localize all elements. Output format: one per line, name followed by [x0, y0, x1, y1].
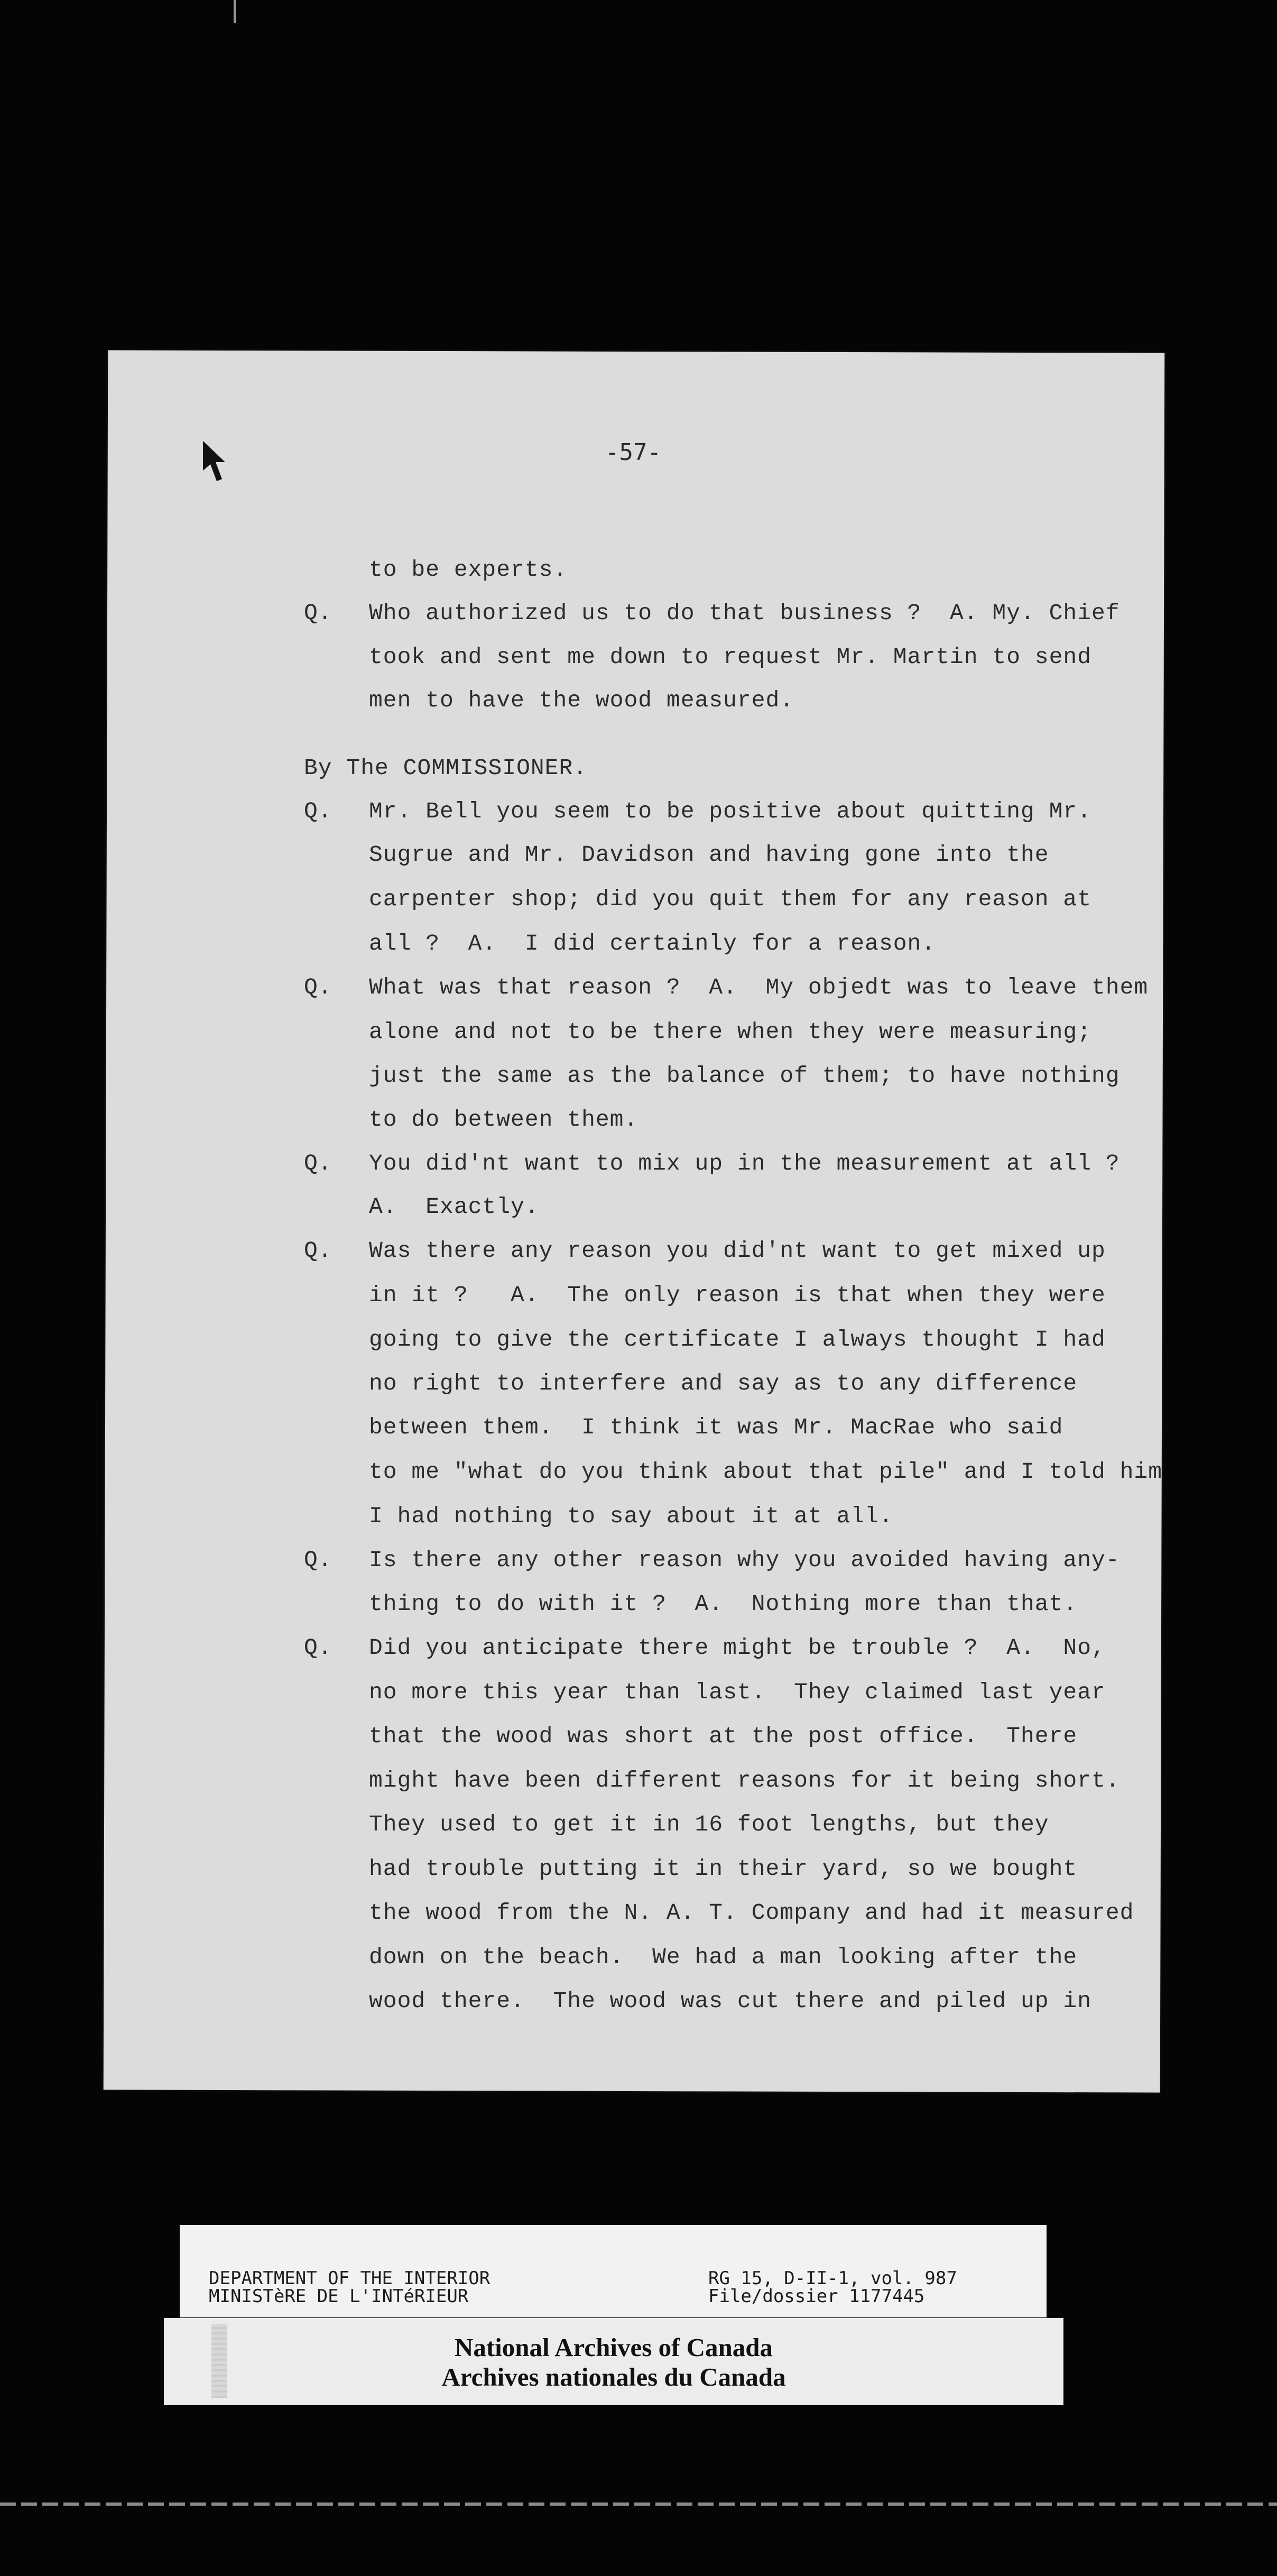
transcript-line: Who authorized us to do that business ? A. My. Chief [369, 600, 1120, 626]
archive-title-fr: Archives nationales du Canada [441, 2362, 786, 2391]
transcript-line: to me "what do you think about that pile" and I told him [369, 1459, 1163, 1485]
archive-title-en: National Archives of Canada [454, 2333, 773, 2362]
transcript-line: might have been different reasons for it being short. [369, 1768, 1120, 1793]
transcript-line: Did you anticipate there might be trouble ? A. No, [369, 1635, 1106, 1661]
question-marker: Q. [304, 974, 332, 1000]
transcript-line: going to give the certificate I always thought I had [369, 1327, 1106, 1353]
transcript-line: Was there any reason you did'nt want to get mixed up [369, 1238, 1106, 1264]
department-label-en: DEPARTMENT OF THE INTERIOR [209, 2268, 491, 2289]
transcript-line: between them. I think it was Mr. MacRae who said [369, 1414, 1063, 1440]
transcript-line: A. Exactly. [369, 1194, 539, 1220]
transcript-line: They used to get it in 16 foot lengths, but they [369, 1811, 1049, 1837]
section-heading: By The COMMISSIONER. [304, 755, 588, 781]
transcript-line: no more this year than last. They claimed last year [369, 1679, 1106, 1705]
transcript-line: carpenter shop; did you quit them for any reason at [369, 886, 1092, 912]
transcript-line: just the same as the balance of them; to have nothing [369, 1063, 1120, 1089]
transcript-line: no right to interfere and say as to any difference [369, 1370, 1078, 1396]
question-marker: Q. [304, 1547, 332, 1573]
question-marker: Q. [304, 1635, 332, 1661]
transcript-line: took and sent me down to request Mr. Martin to send [369, 644, 1092, 670]
transcript-line: men to have the wood measured. [369, 687, 794, 713]
film-edge-rule [0, 2503, 1277, 2506]
film-speck [234, 0, 236, 23]
transcript-line: Is there any other reason why you avoided having any- [369, 1547, 1120, 1573]
question-marker: Q. [304, 1238, 332, 1264]
transcript-line: wood there. The wood was cut there and piled up in [369, 1988, 1092, 2014]
page-number: -57- [605, 439, 661, 466]
department-label-fr: MINISTèRE DE L'INTéRIEUR [209, 2286, 469, 2307]
file-reference-rg: RG 15, D-II-1, vol. 987 [708, 2268, 957, 2289]
transcript-line: down on the beach. We had a man looking after the [369, 1944, 1078, 1970]
transcript-line: the wood from the N. A. T. Company and had it measured [369, 1900, 1134, 1926]
question-marker: Q. [304, 1151, 332, 1176]
transcript-line: Sugrue and Mr. Davidson and having gone into the [369, 842, 1049, 868]
file-reference [708, 2269, 957, 2305]
transcript-line: alone and not to be there when they were measuring; [369, 1019, 1092, 1045]
transcript-line: had trouble putting it in their yard, so we bought [369, 1856, 1078, 1882]
question-marker: Q. [304, 600, 332, 626]
transcript-line: I had nothing to say about it at all. [369, 1503, 893, 1529]
archive-title [164, 2333, 1063, 2392]
department-label [209, 2269, 490, 2305]
file-reference-dossier: File/dossier 1177445 [708, 2286, 925, 2307]
cursor-mark-icon [201, 439, 233, 486]
transcript-line: You did'nt want to mix up in the measurement at all ? [369, 1151, 1120, 1176]
transcript-line: all ? A. I did certainly for a reason. [369, 931, 936, 956]
question-marker: Q. [304, 798, 332, 824]
transcript-line: in it ? A. The only reason is that when they were [369, 1282, 1106, 1308]
transcript-line: to do between them. [369, 1107, 638, 1133]
transcript-line: that the wood was short at the post office. There [369, 1723, 1078, 1749]
transcript-line: thing to do with it ? A. Nothing more than that. [369, 1591, 1078, 1617]
transcript-line: Mr. Bell you seem to be positive about quitting Mr. [369, 798, 1092, 824]
transcript-line: What was that reason ? A. My objedt was to leave them [369, 974, 1149, 1000]
transcript-line: to be experts. [369, 557, 568, 583]
